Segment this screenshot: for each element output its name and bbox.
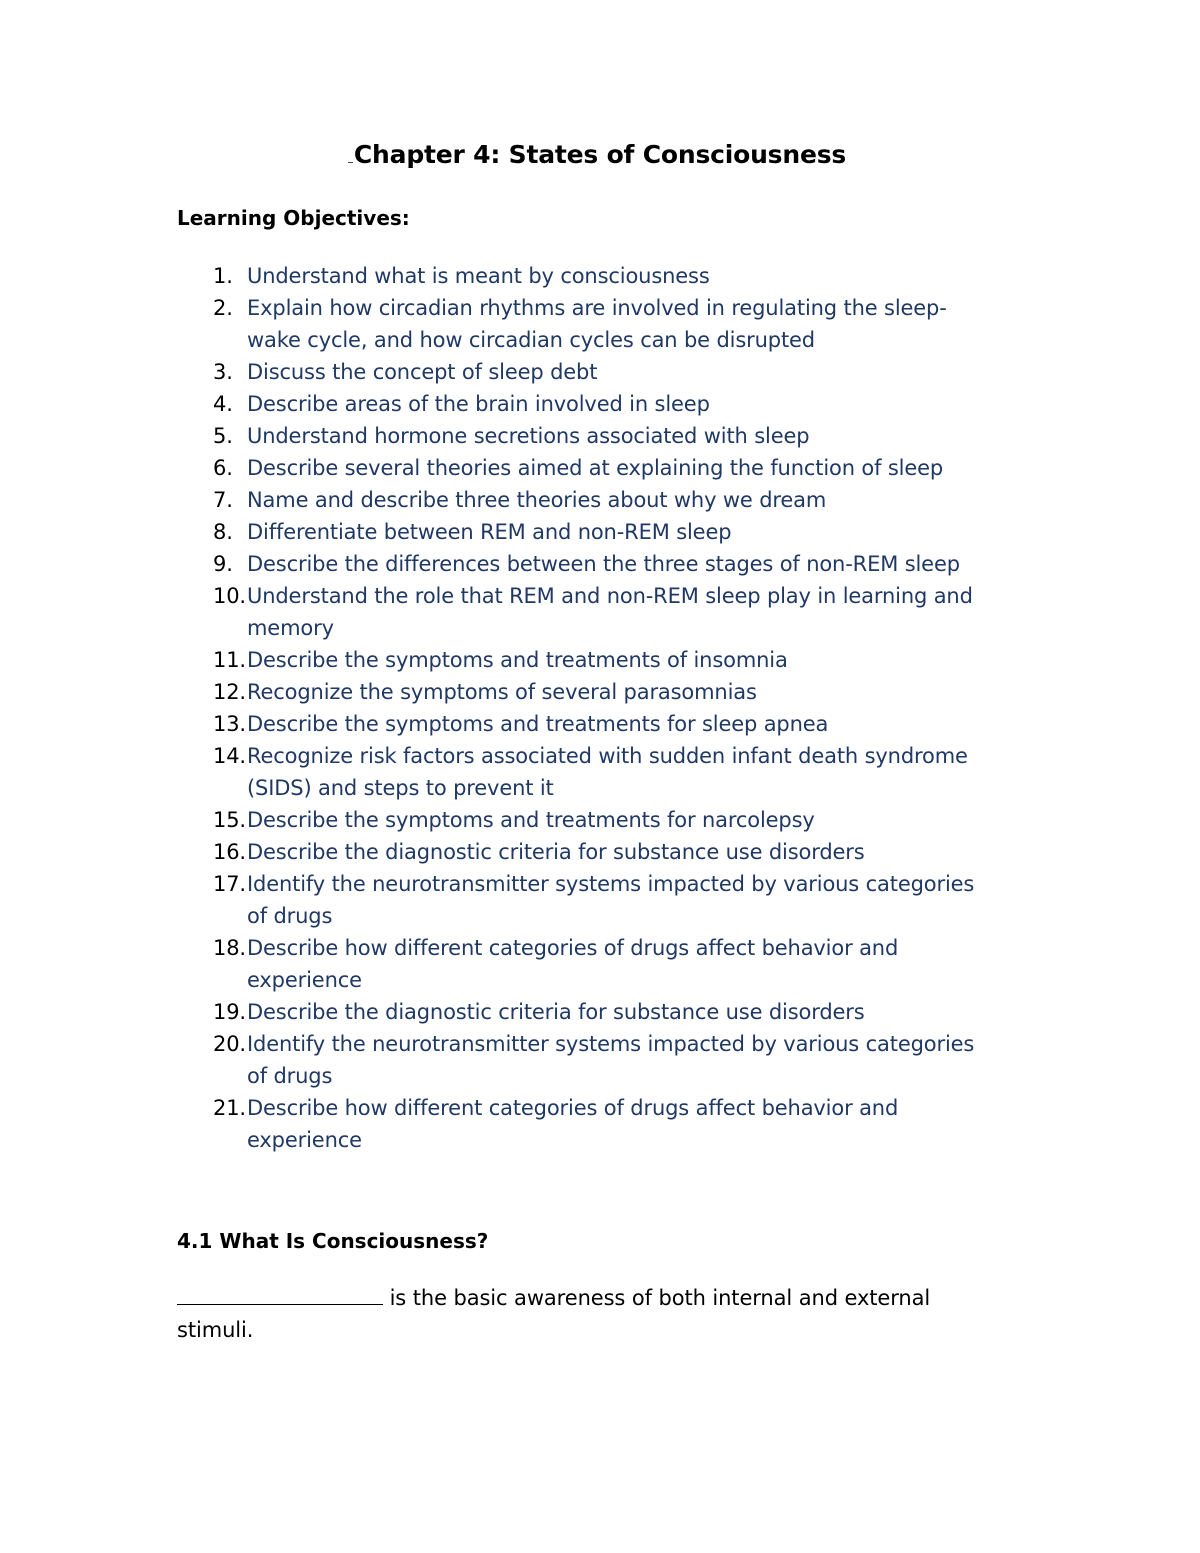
- objective-number: [177, 740, 247, 804]
- objective-text: Describe the diagnostic criteria for substance use disorders: [247, 840, 865, 864]
- objective-number-label: 15.: [213, 808, 246, 832]
- objective-number-label: 21.: [213, 1096, 246, 1120]
- objective-item: [177, 932, 1037, 996]
- fill-in-blank[interactable]: [177, 1284, 383, 1305]
- objective-text: Describe the symptoms and treatments for sleep apnea: [247, 712, 829, 736]
- objective-text: Identify the neurotransmitter systems impacted by various categories of drugs: [247, 1032, 975, 1088]
- objective-number-label: 6.: [213, 456, 233, 480]
- objective-number: [177, 260, 247, 292]
- objective-number: [177, 484, 247, 516]
- objective-item: [177, 548, 1037, 580]
- objective-item: [177, 420, 1037, 452]
- objective-item: [177, 740, 1037, 804]
- objective-item: [177, 484, 1037, 516]
- objective-number-label: 5.: [213, 424, 233, 448]
- objective-text: Differentiate between REM and non-REM sleep: [247, 520, 732, 544]
- objective-number: [177, 292, 247, 356]
- objective-item: [177, 292, 1037, 356]
- objective-text: Describe the symptoms and treatments for narcolepsy: [247, 808, 815, 832]
- objective-number-label: 20.: [213, 1032, 246, 1056]
- objective-text: Describe how different categories of drugs affect behavior and experience: [247, 1096, 899, 1152]
- objective-text: Recognize the symptoms of several parasomnias: [247, 680, 757, 704]
- objective-item: [177, 1028, 1037, 1092]
- objective-text: Name and describe three theories about why we dream: [247, 488, 827, 512]
- objective-number: [177, 996, 247, 1028]
- objective-number-label: 1.: [213, 264, 233, 288]
- objective-item: [177, 1092, 1037, 1156]
- objectives-list: [177, 260, 1037, 1156]
- objective-text: Describe the differences between the three stages of non-REM sleep: [247, 552, 960, 576]
- objective-item: [177, 804, 1037, 836]
- objective-number: [177, 452, 247, 484]
- objective-number-label: 12.: [213, 680, 246, 704]
- section-heading: 4.1 What Is Consciousness?: [177, 1229, 489, 1253]
- objective-number: [177, 420, 247, 452]
- objective-item: [177, 644, 1037, 676]
- objective-number: [177, 932, 247, 996]
- objective-number: [177, 356, 247, 388]
- objective-text: Understand what is meant by consciousness: [247, 264, 710, 288]
- objective-number-label: 19.: [213, 1000, 246, 1024]
- objective-text: Describe areas of the brain involved in sleep: [247, 392, 710, 416]
- objective-item: [177, 356, 1037, 388]
- objective-text: Understand hormone secretions associated with sleep: [247, 424, 810, 448]
- paragraph-text: is the basic awareness of both internal and external stimuli.: [177, 1286, 931, 1342]
- objective-number: [177, 580, 247, 644]
- objective-number-label: 16.: [213, 840, 246, 864]
- objective-item: [177, 996, 1037, 1028]
- objective-number-label: 13.: [213, 712, 246, 736]
- objective-item: [177, 868, 1037, 932]
- objective-item: [177, 516, 1037, 548]
- page-title: [354, 140, 846, 169]
- fill-in-paragraph: [177, 1282, 1007, 1346]
- objective-text: Discuss the concept of sleep debt: [247, 360, 598, 384]
- objective-text: Identify the neurotransmitter systems impacted by various categories of drugs: [247, 872, 975, 928]
- objective-text: Describe several theories aimed at explaining the function of sleep: [247, 456, 944, 480]
- objective-number-label: 2.: [213, 296, 233, 320]
- objective-number-label: 8.: [213, 520, 233, 544]
- objective-item: [177, 388, 1037, 420]
- page-title-text: Chapter 4: States of Consciousness: [353, 140, 847, 169]
- objective-number-label: 9.: [213, 552, 233, 576]
- objective-text: Recognize risk factors associated with sudden infant death syndrome (SIDS) and steps to prevent it: [247, 744, 968, 800]
- objective-number-label: 17.: [213, 872, 246, 896]
- objective-number: [177, 1092, 247, 1156]
- objective-item: [177, 452, 1037, 484]
- objective-item: [177, 676, 1037, 708]
- objective-number: [177, 676, 247, 708]
- objectives-heading: Learning Objectives:: [177, 206, 410, 230]
- objective-text: Describe the symptoms and treatments of insomnia: [247, 648, 788, 672]
- objective-number: [177, 1028, 247, 1092]
- objective-text: Describe how different categories of drugs affect behavior and experience: [247, 936, 899, 992]
- objective-number-label: 4.: [213, 392, 233, 416]
- objective-number: [177, 644, 247, 676]
- objective-item: [177, 580, 1037, 644]
- objective-text: Understand the role that REM and non-REM sleep play in learning and memory: [247, 584, 973, 640]
- objective-item: [177, 260, 1037, 292]
- objective-text: Explain how circadian rhythms are involved in regulating the sleep- wake cycle, and how circadian cycles can be disrupted: [247, 296, 947, 352]
- objective-number-label: 11.: [213, 648, 246, 672]
- objective-number: [177, 708, 247, 740]
- objective-number: [177, 516, 247, 548]
- objective-item: [177, 708, 1037, 740]
- title-row: [0, 140, 1200, 169]
- objective-text: Describe the diagnostic criteria for substance use disorders: [247, 1000, 865, 1024]
- objective-number-label: 14.: [213, 744, 246, 768]
- objective-number: [177, 868, 247, 932]
- anchor-mark: [348, 162, 353, 163]
- objective-number-label: 3.: [213, 360, 233, 384]
- objective-number-label: 10.: [213, 584, 246, 608]
- objective-number: [177, 388, 247, 420]
- objective-number: [177, 804, 247, 836]
- objective-number-label: 7.: [213, 488, 233, 512]
- objective-number: [177, 836, 247, 868]
- objective-number: [177, 548, 247, 580]
- objective-number-label: 18.: [213, 936, 246, 960]
- objective-item: [177, 836, 1037, 868]
